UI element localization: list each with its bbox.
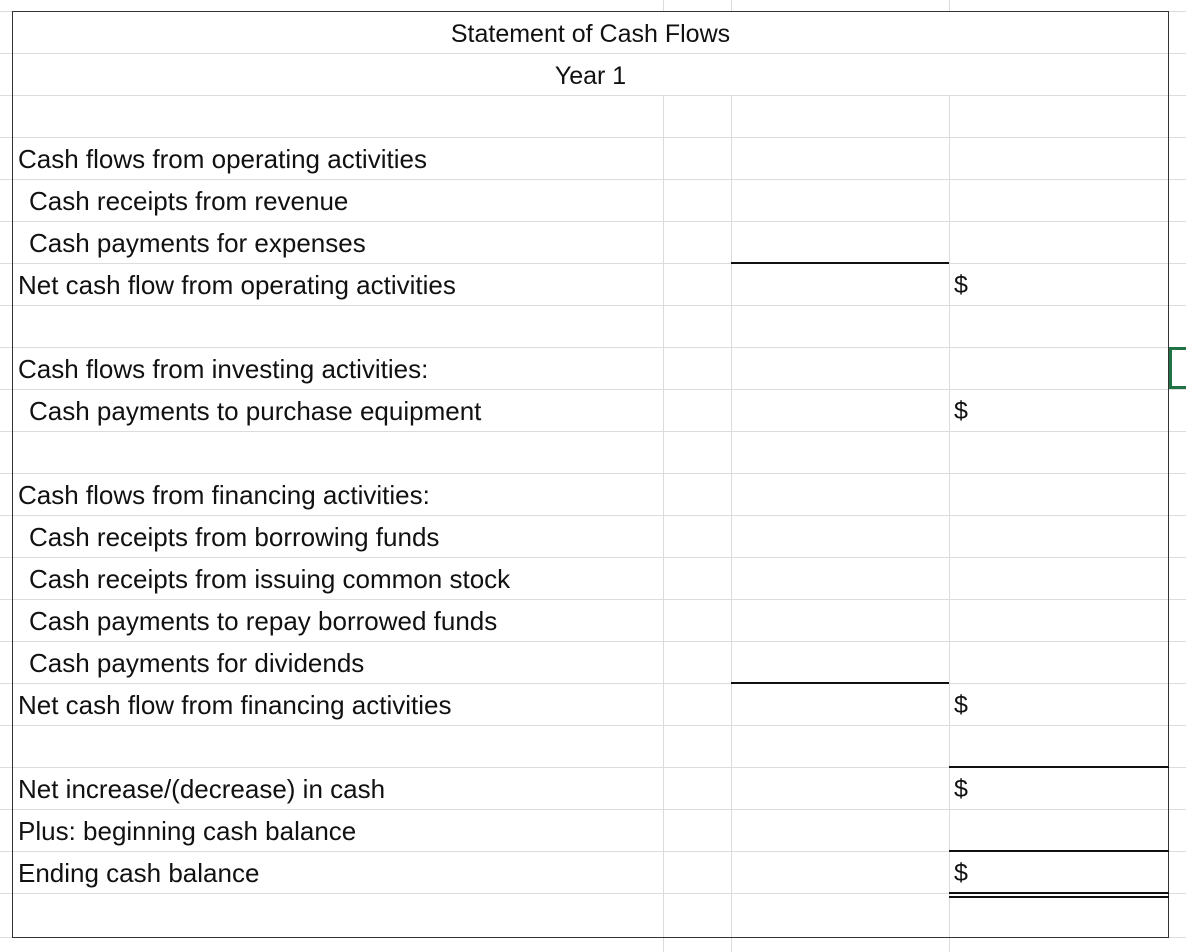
operating-heading[interactable]: Cash flows from operating activities	[18, 144, 427, 174]
financing-net-dollar[interactable]: $	[954, 691, 968, 719]
operating-net-label[interactable]: Net cash flow from operating activities	[18, 270, 456, 300]
operating-payments-expenses[interactable]: Cash payments for expenses	[29, 228, 366, 258]
financing-borrowing[interactable]: Cash receipts from borrowing funds	[29, 522, 440, 552]
double-underline	[949, 896, 1169, 898]
financing-issuing-stock[interactable]: Cash receipts from issuing common stock	[29, 564, 511, 594]
operating-net-dollar[interactable]: $	[954, 271, 968, 299]
total-rule	[949, 850, 1169, 852]
investing-purchase-equipment[interactable]: Cash payments to purchase equipment	[29, 396, 482, 426]
net-change-dollar[interactable]: $	[954, 775, 968, 803]
subtotal-rule	[731, 262, 949, 264]
operating-receipts-revenue[interactable]: Cash receipts from revenue	[29, 186, 349, 216]
ending-balance-dollar[interactable]: $	[954, 859, 968, 887]
total-rule	[949, 766, 1169, 768]
net-change-label[interactable]: Net increase/(decrease) in cash	[18, 774, 386, 804]
ending-balance-label[interactable]: Ending cash balance	[18, 858, 260, 888]
investing-heading[interactable]: Cash flows from investing activities:	[18, 354, 429, 384]
financing-net-label[interactable]: Net cash flow from financing activities	[18, 690, 452, 720]
statement-title[interactable]: Statement of Cash Flows	[450, 20, 731, 48]
beginning-balance-label[interactable]: Plus: beginning cash balance	[18, 816, 357, 846]
active-cell-selection[interactable]	[1169, 347, 1186, 389]
subtotal-rule	[731, 682, 949, 684]
financing-repay-borrowed[interactable]: Cash payments to repay borrowed funds	[29, 606, 498, 636]
financing-heading[interactable]: Cash flows from financing activities:	[18, 480, 430, 510]
investing-net-dollar[interactable]: $	[954, 397, 968, 425]
double-underline	[949, 892, 1169, 894]
statement-period[interactable]: Year 1	[554, 62, 627, 90]
financing-dividends[interactable]: Cash payments for dividends	[29, 648, 365, 678]
